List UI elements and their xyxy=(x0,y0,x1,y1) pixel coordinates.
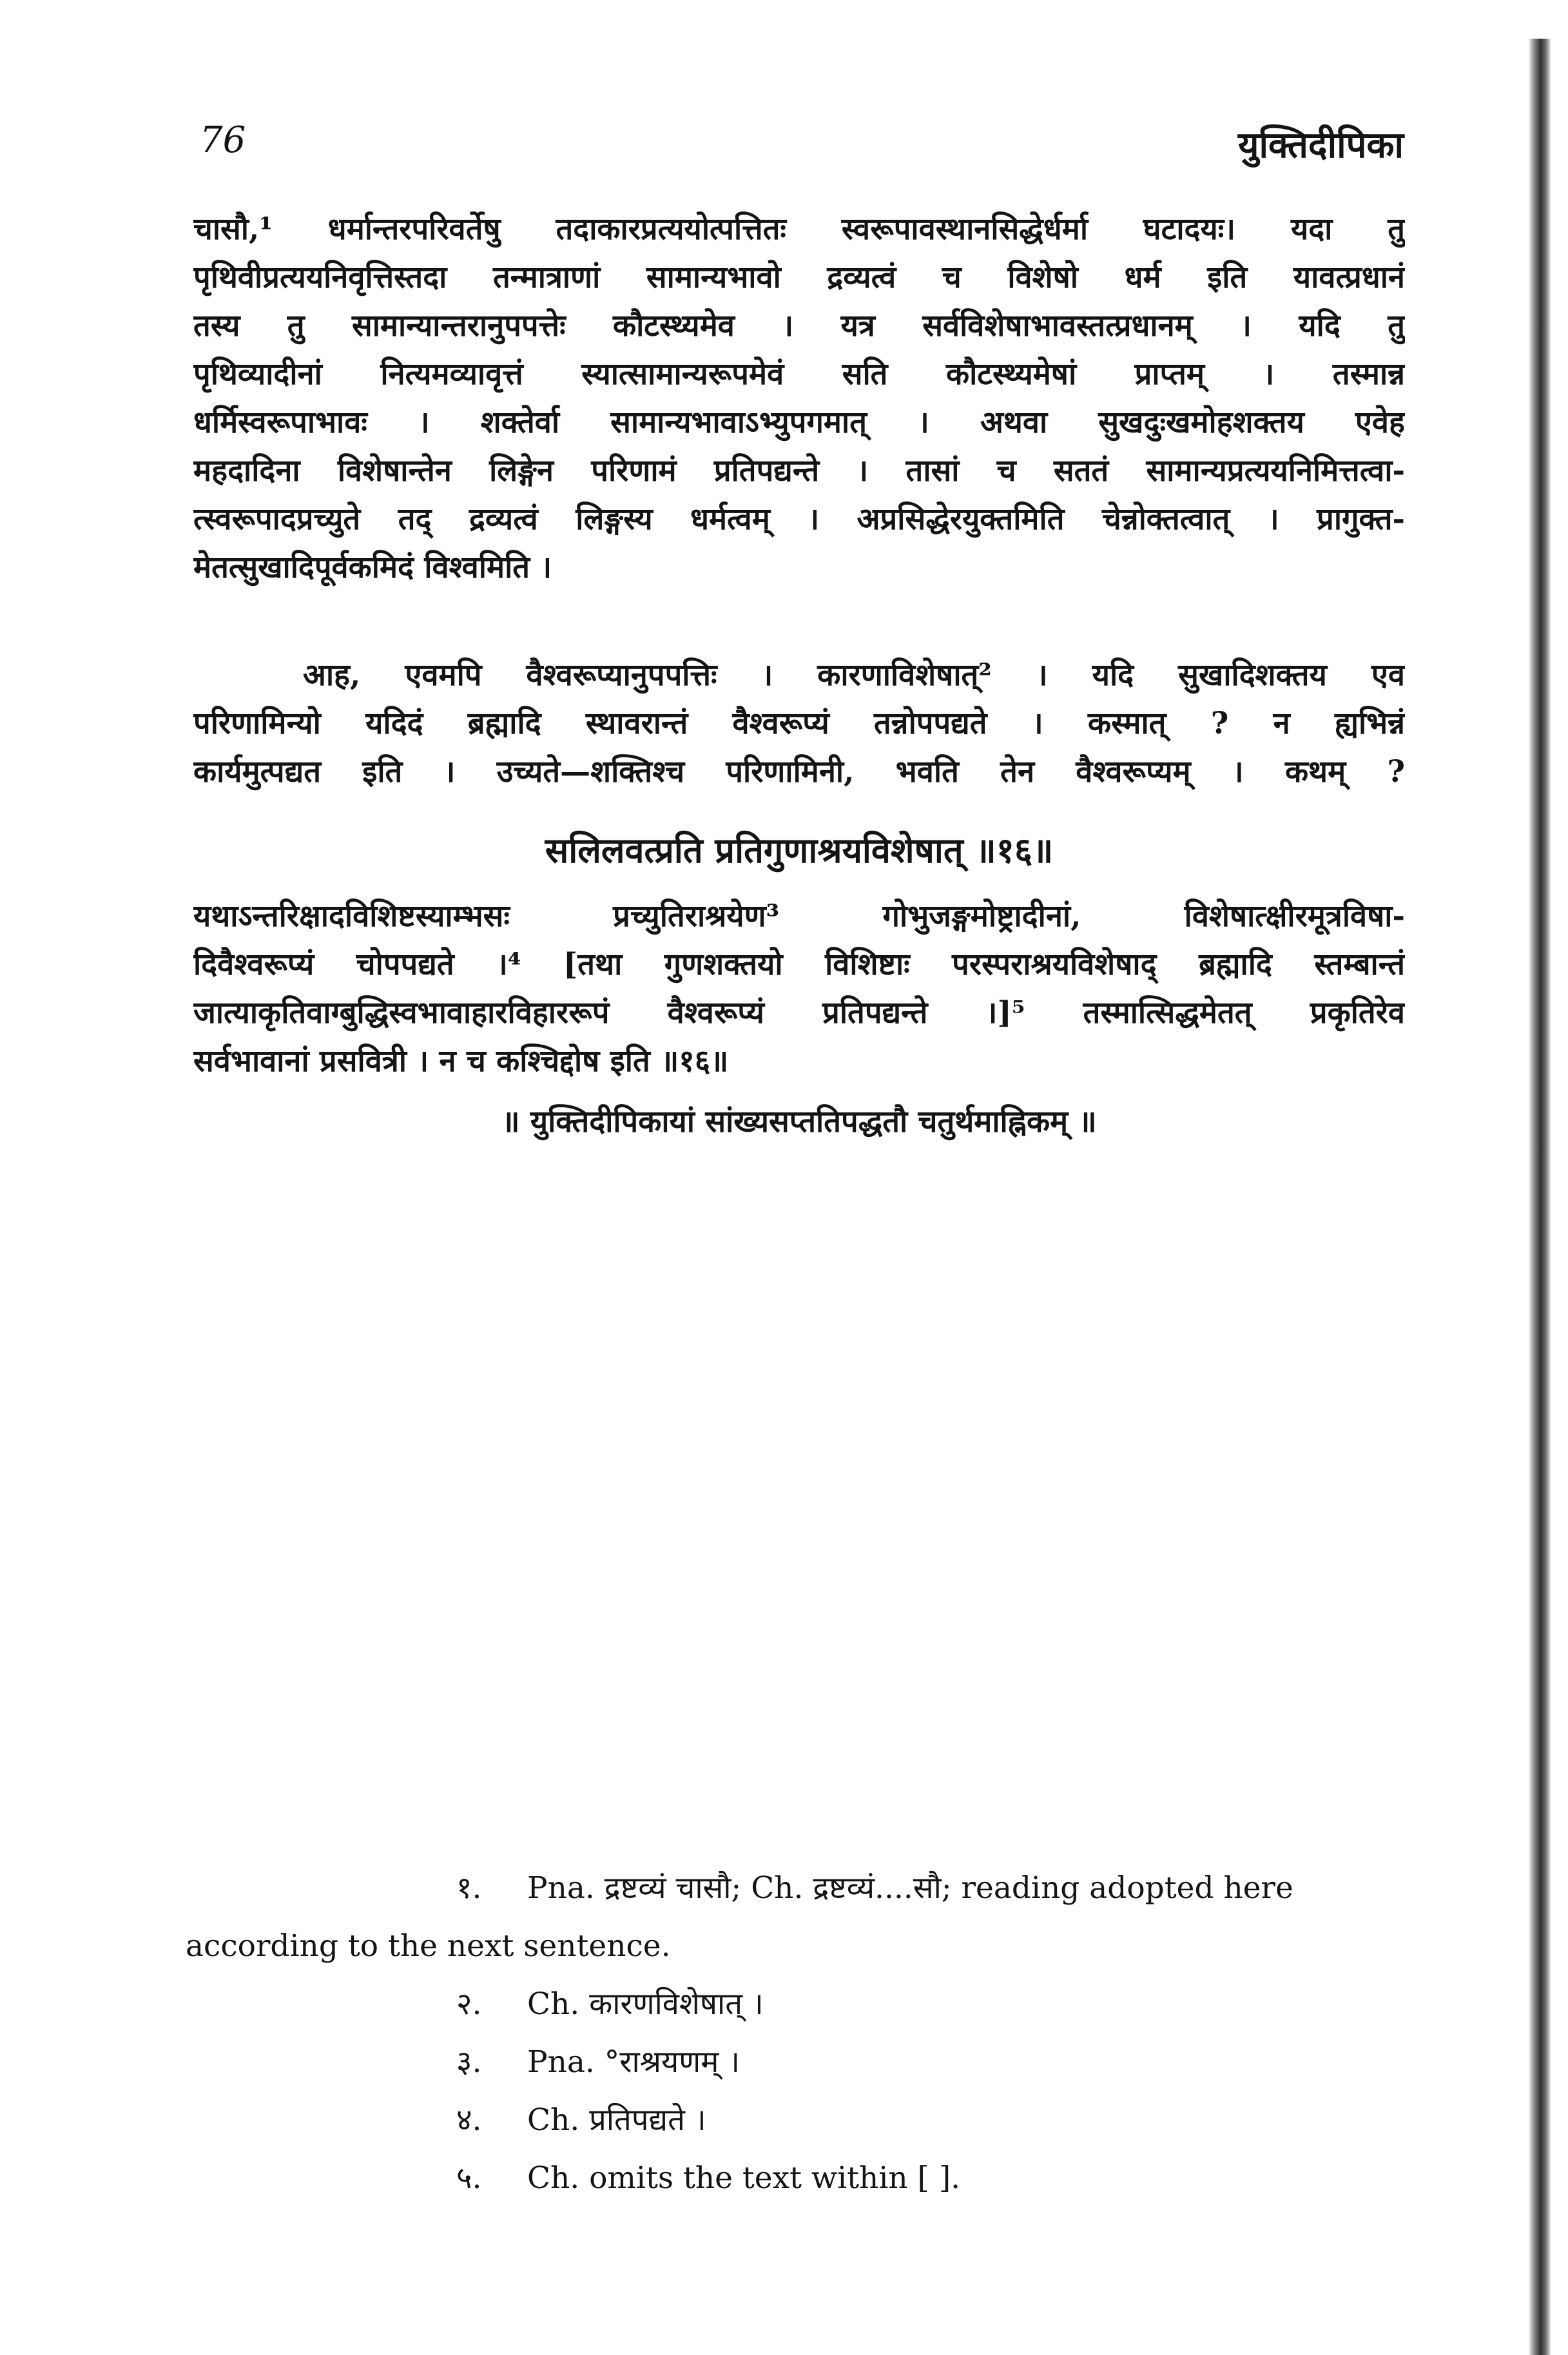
text-line: यथाऽन्तरिक्षादविशिष्टस्याम्भसः प्रच्युतिराश्रयेण³ गोभुजङ्गमोष्ट्रादीनां, विशेषात्क्षीरमूत्रविषा- xyxy=(193,898,1405,934)
page-number: 76 xyxy=(200,119,246,161)
text-line: आह, एवमपि वैश्वरूप्यानुपपत्तिः । कारणाविशेषात्² । यदि सुखादिशक्तय एव xyxy=(303,657,1405,693)
footnote-number: ४. xyxy=(456,2102,482,2138)
text-line: तस्य तु सामान्यान्तरानुपपत्तेः कौटस्थ्यमेव । यत्र सर्वविशेषाभावस्तत्प्रधानम् । यदि तु xyxy=(193,308,1405,344)
footnote xyxy=(186,2091,1410,2149)
footnote-continuation xyxy=(186,1917,1410,1975)
text-line: मेतत्सुखादिपूर्वकमिदं विश्वमिति । xyxy=(193,550,552,585)
karika-verse: सलिलवत्प्रति प्रतिगुणाश्रयविशेषात् ॥१६॥ xyxy=(545,829,1054,871)
text-line: महदादिना विशेषान्तेन लिङ्गेन परिणामं प्रतिपद्यन्ते । तासां च सततं सामान्यप्रत्ययनिमित्तत्वा- xyxy=(193,453,1405,489)
chapter-colophon: ॥ युक्तिदीपिकायां सांख्यसप्ततिपद्धतौ चतुर्थमाह्निकम् ॥ xyxy=(501,1104,1097,1139)
text-line: त्स्वरूपादप्रच्युते तद् द्रव्यत्वं लिङ्गस्य धर्मत्वम् । अप्रसिद्धेरयुक्तमिति चेन्नोक्तत्वात् । प्रागुक्त- xyxy=(193,501,1405,537)
running-title: युक्तिदीपिका xyxy=(1238,124,1404,166)
text-line: चासौ,¹ धर्मान्तरपरिवर्तेषु तदाकारप्रत्ययोत्पत्तितः स्वरूपावस्थानसिद्धेर्धर्मा घटादयः। यदा तु xyxy=(193,211,1405,247)
footnote-number: ३. xyxy=(456,2044,482,2080)
footnote-text: Pna. द्रष्टव्यं चासौ; Ch. द्रष्टव्यं....सौ; reading adopted here xyxy=(527,1870,1293,1906)
text-line: धर्मिस्वरूपाभावः । शक्तेर्वा सामान्यभावाऽभ्युपगमात् । अथवा सुखदुःखमोहशक्तय एवेह xyxy=(193,405,1405,440)
footnote-number: १. xyxy=(456,1870,482,1906)
text-line: कार्यमुत्पद्यत इति । उच्यते—शक्तिश्च परिणामिनी, भवति तेन वैश्वरूप्यम् । कथम् ? xyxy=(193,754,1405,790)
footnote-text: Ch. प्रतिपद्यते । xyxy=(527,2102,706,2138)
footnote xyxy=(186,2033,1410,2091)
footnote-text: Ch. omits the text within [ ]. xyxy=(527,2160,961,2196)
footnote-text: Pna. °राश्रयणम् । xyxy=(527,2044,740,2080)
text-line: सर्वभावानां प्रसवित्री । न च कश्चिद्दोष इति ॥१६॥ xyxy=(193,1043,729,1079)
text-line: पृथिव्यादीनां नित्यमव्यावृत्तं स्यात्सामान्यरूपमेवं सति कौटस्थ्यमेषां प्राप्तम् । तस्मान्न xyxy=(193,356,1405,392)
footnote-text: Ch. कारणविशेषात् । xyxy=(527,1986,764,2022)
footnote-number: ५. xyxy=(456,2160,482,2196)
footnote xyxy=(186,2149,1410,2207)
commentary-paragraph-1 xyxy=(193,205,1405,592)
footnotes xyxy=(186,1859,1410,2207)
book-spine-shadow xyxy=(1529,39,1551,2355)
text-line: जात्याकृतिवाग्बुद्धिस्वभावाहारविहाररूपं वैश्वरूप्यं प्रतिपद्यन्ते ।]⁵ तस्मात्सिद्धमेतत् प्रकृतिरेव xyxy=(193,995,1405,1031)
footnote xyxy=(186,1975,1410,2033)
text-line: पृथिवीप्रत्ययनिवृत्तिस्तदा तन्मात्राणां सामान्यभावो द्रव्यत्वं च विशेषो धर्म इति यावत्प्रधानं xyxy=(193,260,1405,295)
footnote xyxy=(186,1859,1410,1917)
commentary-paragraph-3 xyxy=(193,892,1405,1085)
text-line: दिवैश्वरूप्यं चोपपद्यते ।⁴ [तथा गुणशक्तयो विशिष्टाः परस्पराश्रयविशेषाद् ब्रह्मादि स्तम्बान्तं xyxy=(193,947,1405,982)
text-line: परिणामिन्यो यदिदं ब्रह्मादि स्थावरान्तं वैश्वरूप्यं तन्नोपपद्यते । कस्मात् ? न ह्यभिन्नं xyxy=(193,706,1405,741)
commentary-paragraph-2 xyxy=(193,651,1405,796)
footnote-number: २. xyxy=(456,1986,482,2022)
footnote-text: according to the next sentence. xyxy=(186,1928,671,1964)
